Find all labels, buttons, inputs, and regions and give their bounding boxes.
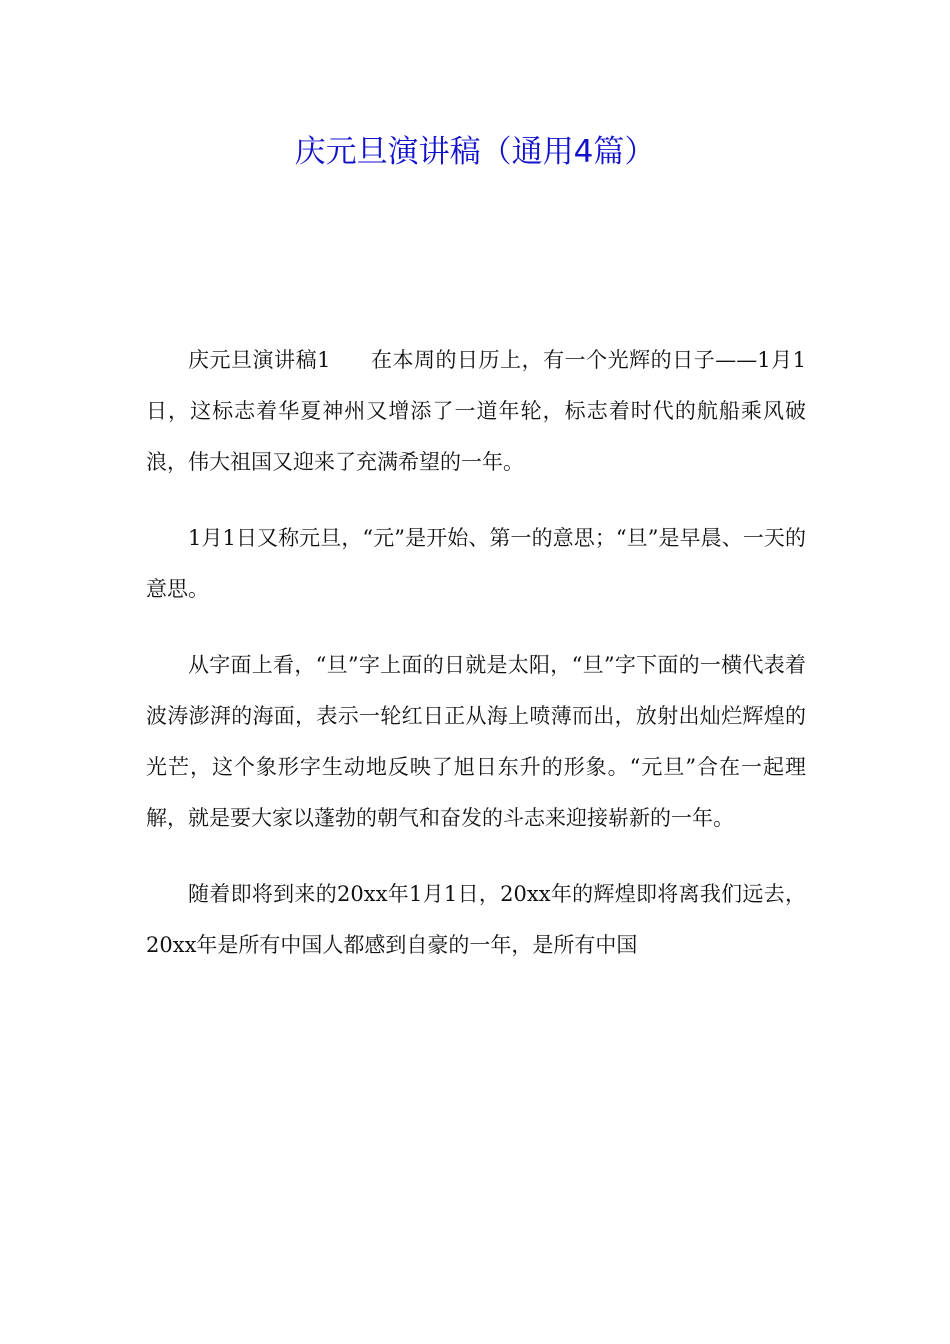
paragraph-1-text: 在本周的日历上，有一个光辉的日子——1月1日，这标志着华夏神州又增添了一道年轮，标志着时代的航船乘风破浪，伟大祖国又迎来了充满希望的一年。 <box>146 348 806 474</box>
document-body <box>146 335 806 996</box>
paragraph-3: 从字面上看，“旦”字上面的日就是太阳，“旦”字下面的一横代表着波涛澎湃的海面，表示一轮红日正从海上喷薄而出，放射出灿烂辉煌的光芒，这个象形字生动地反映了旭日东升的形象。“元旦”合在一起理解，就是要大家以蓬勃的朝气和奋发的斗志来迎接崭新的一年。 <box>146 653 806 830</box>
paragraph-1 <box>146 335 806 488</box>
paragraph-4: 随着即将到来的20xx年1月1日，20xx年的辉煌即将离我们远去，20xx年是所有中国人都感到自豪的一年，是所有中国 <box>146 882 806 957</box>
section-heading: 庆元旦演讲稿1 <box>188 348 331 372</box>
paragraph-2: 1月1日又称元旦，“元”是开始、第一的意思；“旦”是早晨、一天的意思。 <box>146 526 806 601</box>
document-title: 庆元旦演讲稿（通用4篇） <box>294 134 656 170</box>
